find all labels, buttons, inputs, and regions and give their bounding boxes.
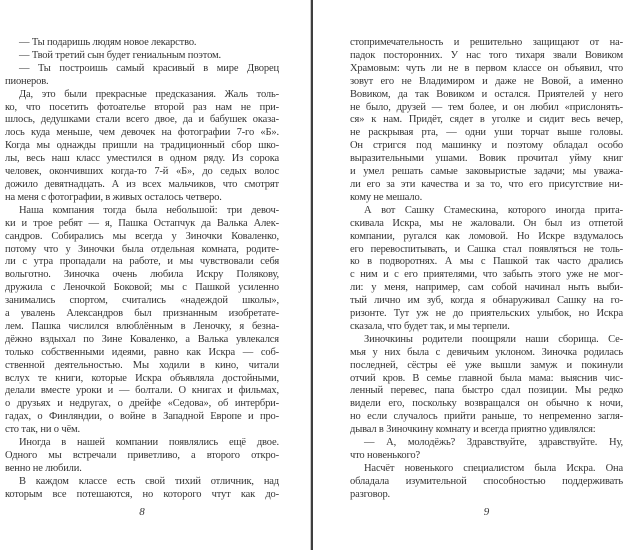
text-line: ли: у меня, например, сам собой начинал ныть выби-: [350, 282, 623, 294]
text-line: Насчёт новенького специалистом была Искра. Она: [364, 462, 623, 474]
page-left: [0, 0, 311, 550]
page-right-lines: [350, 37, 623, 502]
text-line: на меня с фотографии, в живых осталось четверо.: [5, 191, 222, 203]
text-line: — Ты построишь самый красивый в мире Дворец: [19, 62, 279, 74]
text-line: ко, что посетить фотоателье второй раз нам не при-: [5, 101, 279, 113]
text-line: пионеров.: [5, 75, 49, 87]
text-line: ко в подворотнях. А мы с Пашкой так часто дрались: [350, 256, 623, 268]
text-line: вслух те книги, которые Искра объявляла достойными,: [5, 372, 279, 384]
text-line: Вовиком, да так Вовиком и остался. Приятелей у него: [350, 88, 623, 100]
text-line: с ним и с его приятелями, что забыть этого уже не мог-: [350, 269, 623, 281]
page-spine-divider: [311, 0, 313, 550]
text-line: ризонте. Тут уж не до приятельских улыбок, но Искра: [350, 308, 623, 320]
page-right: [314, 0, 625, 550]
text-line: А вот Сашку Стамескина, которого иногда прита-: [364, 204, 623, 216]
text-line: В каждом классе есть свой тихий отличник, над: [19, 475, 279, 487]
text-line: не было, друзей — тем более, и он любил «прислонять-: [350, 101, 623, 113]
text-line: лы, весь наш класс уместился в одном ряду. Из сорока: [5, 153, 279, 165]
text-line: компании, ругался как ломовой. Но Искре вздумалось: [350, 230, 623, 242]
text-line: ственной деятельностью. Мы ходили в кино, читали: [5, 359, 279, 371]
text-line: Наша компания тогда была небольшой: три девоч-: [19, 204, 279, 216]
text-line: дёжно вздыхал по Зине Коваленко, а Валька увлекался: [5, 333, 279, 345]
text-line: Одного мы встречали приветливо, а второго откро-: [5, 450, 279, 461]
text-line: только собственными идеями, равно как Искра — соб-: [5, 346, 279, 358]
text-line: делали вместе уроки и — болтали. О книгах и фильмах,: [5, 385, 279, 397]
text-line: что новенького?: [350, 450, 420, 461]
text-line: венно не любили.: [5, 462, 82, 474]
text-line: которым все потешаются, но которого чтут как до-: [5, 488, 279, 500]
text-line: мья у них была с девичьим уклоном. Зиночка родилась: [350, 346, 623, 358]
text-line: потому что у Зиночки была отдельная комната, родите-: [5, 243, 279, 255]
text-line: Он стригся под машинку и поэтому обладал особо: [350, 140, 623, 152]
page-left-lines: [5, 37, 279, 502]
page-left-text-block: [5, 37, 279, 519]
text-line: но если случалось прийти раньше, то непременно загля-: [350, 411, 623, 423]
text-line: о друзьях и недругах, о дрейфе «Седова», об интербри-: [5, 398, 279, 410]
text-line: падок посторонних. У нас того тихаря звали Вовиком: [350, 49, 623, 61]
text-line: лось куда меньше, чем девочек на фотографии 7-го «Б».: [5, 127, 279, 139]
text-line: выразительными ушами. Вовик прочитал уйму книг: [350, 153, 623, 165]
text-line: шлось, дедушками стали всего двое, да и бабушек оказа-: [5, 114, 279, 126]
text-line: ли с утра пропадали на работе, и мы чувствовали себя: [5, 256, 279, 268]
text-line: а увалень Александров был признанным изобретате-: [5, 308, 279, 320]
text-line: лем. Пашка числился влюблённым в Леночку, я безна-: [5, 320, 279, 332]
text-line: разговор.: [350, 488, 391, 500]
text-line: и умел решать самые заковыристые задачи; мы уважа-: [350, 166, 623, 178]
page-number: 9: [483, 505, 490, 518]
text-line: не раскрывая рта, — одни уши торчат выше головы.: [350, 127, 623, 139]
text-line: ся» к нам. Придёт, сядет в уголке и сидит весь вечер,: [350, 114, 623, 126]
page-number: 8: [139, 505, 145, 518]
text-line: гадах, о Финляндии, о войне в Западной Европе и про-: [5, 411, 279, 423]
text-line: дывал в Зиночкину комнату и всегда приятно удивлялся:: [350, 424, 596, 436]
text-line: Храмовым: чуть ли не в первом классе он объявил, что: [350, 62, 623, 74]
text-line: Зиночкины родители поощряли наши сборища. Се-: [364, 333, 623, 345]
text-line: видели его, поскольку возвращался он обычно к ночи,: [350, 398, 623, 410]
text-line: вольготно. Зиночка очень любила Искру Полякову,: [5, 269, 279, 281]
text-line: сандров. Собирались мы всегда у Зиночки Коваленко,: [5, 230, 279, 242]
text-line: Иногда в нашей компании появлялись ещё двое.: [19, 437, 279, 449]
text-line: человек, окончивших когда-то 7-й «Б», до седых волос: [5, 166, 279, 178]
text-line: Да, это были прекрасные предсказания. Жаль толь-: [19, 88, 279, 100]
text-line: его перевоспитывать, и Сашка стал появляться не толь-: [350, 243, 623, 255]
text-line: обладала изумительной способностью поддерживать: [350, 475, 623, 487]
text-line: зовут его не Владимиром и даже не Вовой, а именно: [350, 75, 623, 87]
text-line: тый лично им зуб, когда я обнаруживал Сашку на го-: [350, 295, 623, 307]
text-line: дружила с Леночкой Боковой; мы с Пашкой усиленно: [5, 282, 279, 294]
text-line: — Твой третий сын будет гениальным поэтом.: [19, 49, 221, 61]
text-line: кому не мешало.: [350, 191, 423, 203]
page-right-text-block: [350, 37, 623, 519]
text-line: Когда мы однажды пришли на традиционный сбор шко-: [5, 140, 279, 152]
text-line: сказала, что будет так, и мы терпели.: [350, 320, 510, 332]
text-line: — А, молодёжь? Здравствуйте, здравствуйте. Ну,: [364, 437, 623, 449]
text-line: скивала Искра, мы не жаловали. Он был из отпетой: [350, 217, 623, 229]
text-line: дожило девятнадцать. А из всех мальчиков, что смотрят: [5, 178, 279, 190]
text-line: отчий кров. В семье главной была мама: выяснив чис-: [350, 372, 623, 384]
text-line: ли его за эти качества и за то, что его присутствие ни-: [350, 178, 623, 190]
text-line: сто так, ни о чём.: [5, 424, 80, 436]
text-line: — Ты подаришь людям новое лекарство.: [19, 37, 197, 48]
text-line: занимались спортом, считались «надеждой школы»,: [5, 295, 279, 307]
text-line: последней, сёстры её уже вышли замуж и покинули: [350, 359, 623, 371]
text-line: ки и трое ребят — я, Пашка Остапчук да Валька Алек-: [5, 217, 279, 229]
text-line: стопримечательность и решительно защищают от на-: [350, 37, 623, 48]
text-line: ленный перевес, папа быстро сдал позиции. Мы редко: [350, 385, 623, 397]
